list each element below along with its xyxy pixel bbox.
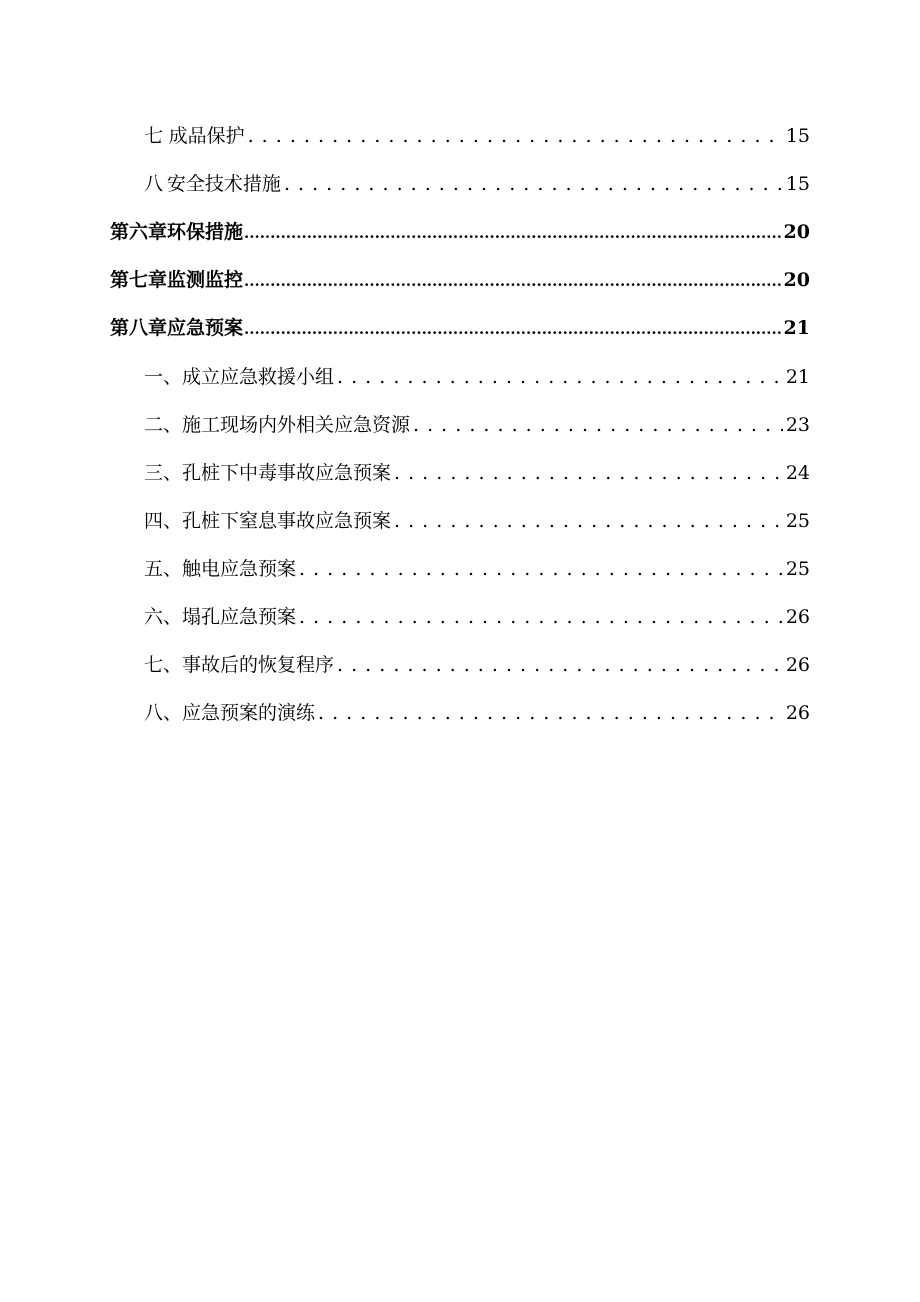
toc-entry-title: 成品保护 <box>168 125 245 147</box>
toc-entry-page: 15 <box>785 173 810 195</box>
toc-entry-title: 二、施工现场内外相关应急资源 <box>144 414 411 436</box>
toc-entry-title: 六、塌孔应急预案 <box>144 606 297 628</box>
dot-leader <box>284 173 783 195</box>
dot-leader <box>413 414 783 436</box>
toc-entry-page: 25 <box>785 510 810 532</box>
toc-entry-page: 24 <box>785 462 810 484</box>
toc-chapter-page: 21 <box>783 317 810 339</box>
toc-entry-page: 26 <box>785 654 810 676</box>
toc-chapter-number: 第六章 <box>110 221 168 243</box>
toc-entry-title: 三、孔桩下中毒事故应急预案 <box>144 462 392 484</box>
dot-leader <box>244 221 783 243</box>
toc-entry-title: 一、成立应急救援小组 <box>144 366 335 388</box>
toc-entry-title: 七、事故后的恢复程序 <box>144 654 335 676</box>
toc-chapter-number: 第七章 <box>110 269 168 291</box>
dot-leader <box>318 702 783 724</box>
toc-entry[interactable] <box>144 458 810 488</box>
dot-leader <box>248 125 783 147</box>
dot-leader <box>299 558 783 580</box>
toc-entry-number: 七 <box>144 125 164 147</box>
toc-chapter-page: 20 <box>783 221 810 243</box>
toc-chapter-title: 监测监控 <box>167 269 244 291</box>
toc-entry-title: 安全技术措施 <box>166 173 281 195</box>
toc-entry-title: 五、触电应急预案 <box>144 558 297 580</box>
dot-leader <box>337 654 783 676</box>
dot-leader <box>394 510 783 532</box>
toc-entry[interactable] <box>144 121 810 151</box>
toc-entry[interactable] <box>144 698 810 728</box>
toc-chapter-title: 应急预案 <box>167 317 244 339</box>
toc-entry-page: 21 <box>785 366 810 388</box>
toc-entry[interactable] <box>144 602 810 632</box>
toc-entry-title: 八、应急预案的演练 <box>144 702 316 724</box>
toc-chapter-number: 第八章 <box>110 317 168 339</box>
toc-entry-page: 23 <box>785 414 810 436</box>
dot-leader <box>244 317 783 339</box>
dot-leader <box>394 462 783 484</box>
toc-entry-page: 25 <box>785 558 810 580</box>
toc-chapter-entry[interactable] <box>110 265 810 295</box>
toc-chapter-entry[interactable] <box>110 313 810 343</box>
dot-leader <box>299 606 783 628</box>
toc-entry[interactable] <box>144 554 810 584</box>
toc-chapter-entry[interactable] <box>110 217 810 247</box>
toc-entry-title: 四、孔桩下窒息事故应急预案 <box>144 510 392 532</box>
toc-entry[interactable] <box>144 506 810 536</box>
toc-entry[interactable] <box>144 362 810 392</box>
toc-chapter-page: 20 <box>783 269 810 291</box>
toc-entry[interactable] <box>144 650 810 680</box>
toc-entry-page: 26 <box>785 702 810 724</box>
dot-leader <box>337 366 783 388</box>
toc-entry-number: 八 <box>144 173 164 195</box>
toc-entry[interactable] <box>144 169 810 199</box>
toc-chapter-title: 环保措施 <box>167 221 244 243</box>
toc-entry-page: 26 <box>785 606 810 628</box>
toc-entry[interactable] <box>144 410 810 440</box>
toc-entry-page: 15 <box>785 125 810 147</box>
dot-leader <box>244 269 783 291</box>
